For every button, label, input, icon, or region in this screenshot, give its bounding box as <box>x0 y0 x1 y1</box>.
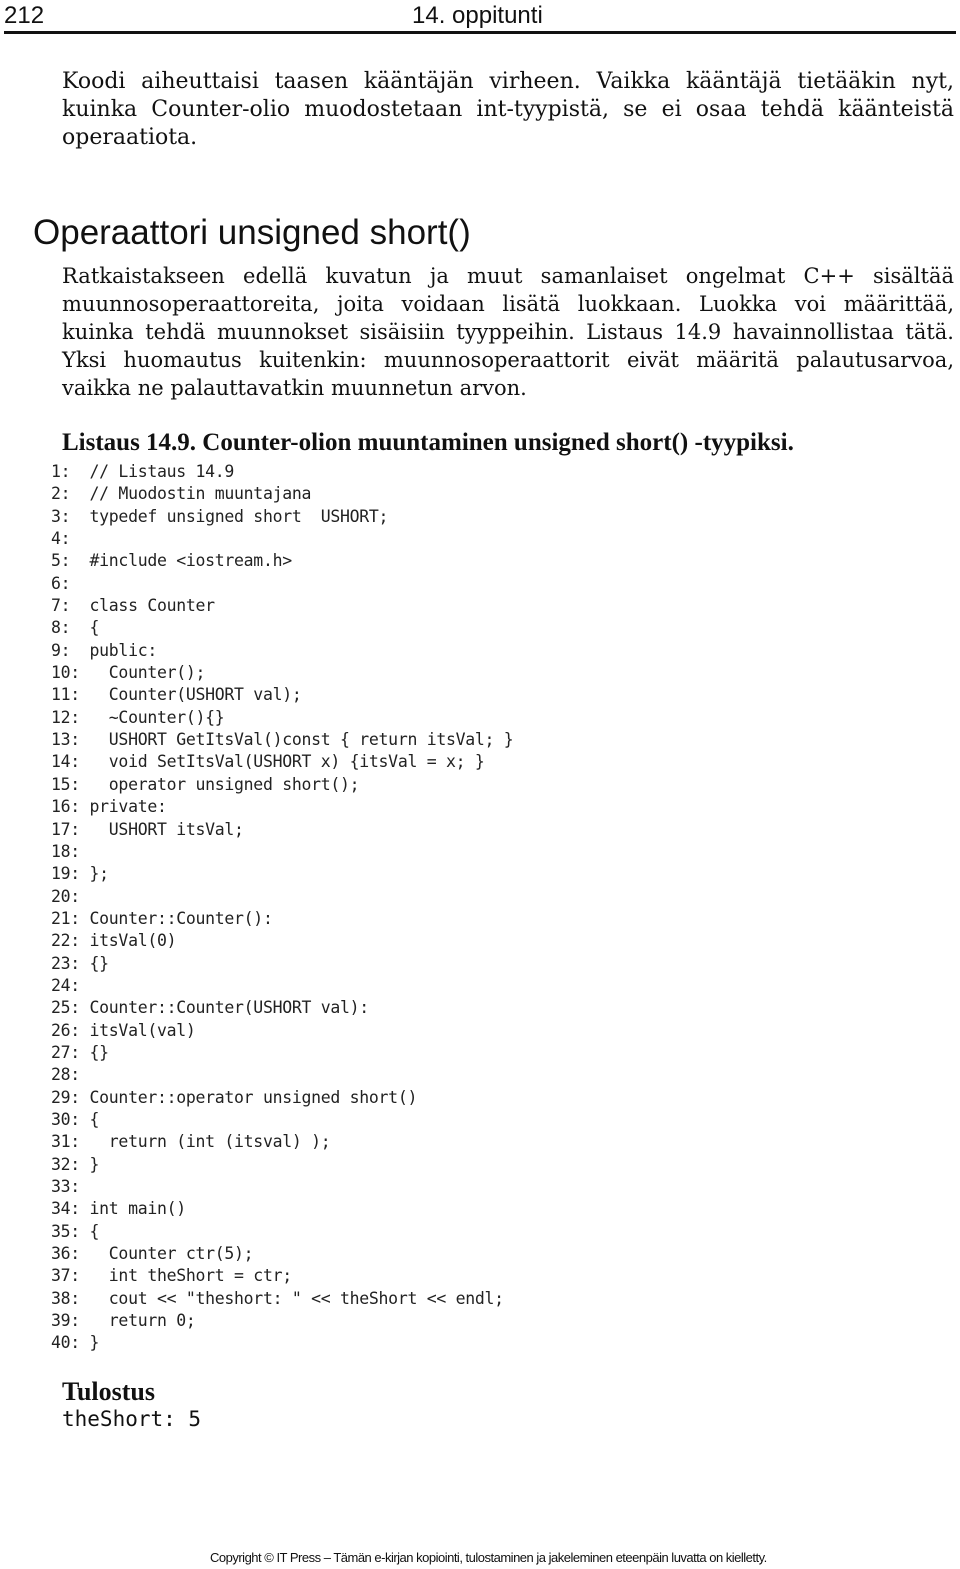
code-line: 17: USHORT itsVal; <box>51 819 244 839</box>
code-line: 26: itsVal(val) <box>51 1020 196 1040</box>
code-line: 11: Counter(USHORT val); <box>51 685 302 705</box>
code-line: 36: Counter ctr(5); <box>51 1244 254 1264</box>
code-line: 12: ~Counter(){} <box>51 707 225 727</box>
code-line: 33: <box>51 1177 80 1196</box>
output-title: Tulostus <box>62 1377 155 1406</box>
code-line: 6: <box>51 573 71 593</box>
code-line: 24: <box>51 975 80 995</box>
code-line: 38: cout << "theshort: " << theShort << endl; <box>51 1288 504 1308</box>
code-line: 32: } <box>51 1154 100 1174</box>
code-line: 10: Counter(); <box>51 663 206 683</box>
code-line: 35: { <box>51 1221 100 1241</box>
code-line: 28: <box>51 1065 80 1085</box>
code-line: 15: operator unsigned short(); <box>51 774 360 794</box>
code-line: 8: { <box>51 618 100 638</box>
code-line: 23: {} <box>51 953 109 973</box>
code-line: 7: class Counter <box>51 596 215 616</box>
intro-paragraph: Koodi aiheuttaisi taasen kääntäjän virheen. Vaikka kääntäjä tietääkin nyt, kuinka Counter-olio muodostetaan int-tyypistä, se ei osaa tehdä käänteistä operaatiota. <box>62 69 954 150</box>
section-paragraph: Ratkaistakseen edellä kuvatun ja muut samanlaiset ongelmat C++ sisältää muunnosoperaattoreita, joita voidaan lisätä luokkaan. Luokka voi määrittää, kuinka tehdä muunnokset sisäisiin tyyppeihin. Listaus 14.9 havainnollistaa tätä. Yksi huomautus kuitenkin: muunnosoperaattorit eivät määritä palautusarvoa, vaikka ne palauttavatkin muunnetun arvon. <box>62 264 954 400</box>
code-line: 34: int main() <box>51 1199 186 1219</box>
page-number: 212 <box>4 2 45 29</box>
output-text: theShort: 5 <box>62 1407 202 1431</box>
code-line: 29: Counter::operator unsigned short() <box>51 1087 418 1107</box>
code-line: 31: return (int (itsval) ); <box>51 1132 331 1152</box>
code-listing <box>51 461 513 1355</box>
code-line: 37: int theShort = ctr; <box>51 1266 292 1286</box>
code-line: 1: // Listaus 14.9 <box>51 462 235 481</box>
code-line: 16: private: <box>51 797 167 817</box>
code-line: 22: itsVal(0) <box>51 931 177 951</box>
code-line: 21: Counter::Counter(): <box>51 908 273 928</box>
code-line: 4: <box>51 529 71 549</box>
code-line: 9: public: <box>51 640 157 660</box>
code-line: 13: USHORT GetItsVal()const { return itsVal; } <box>51 730 514 750</box>
code-line: 25: Counter::Counter(USHORT val): <box>51 998 369 1018</box>
listing-title: Listaus 14.9. Counter-olion muuntaminen unsigned short() -tyypiksi. <box>62 429 794 456</box>
code-line: 14: void SetItsVal(USHORT x) {itsVal = x; } <box>51 752 485 772</box>
header-rule <box>4 31 956 34</box>
code-line: 19: }; <box>51 864 109 884</box>
code-line: 39: return 0; <box>51 1311 196 1331</box>
page-header <box>0 0 960 36</box>
code-line: 40: } <box>51 1333 100 1353</box>
code-line: 20: <box>51 886 80 906</box>
code-line: 30: { <box>51 1109 100 1129</box>
code-line: 18: <box>51 841 80 861</box>
code-line: 2: // Muodostin muuntajana <box>51 484 312 504</box>
code-line: 27: {} <box>51 1042 109 1062</box>
section-title: Operaattori unsigned short() <box>33 213 471 252</box>
copyright-footer: Copyright © IT Press – Tämän e-kirjan kopiointi, tulostaminen ja jakeleminen eteenpäin luvatta on kielletty. <box>210 1550 767 1565</box>
code-line: 5: #include <iostream.h> <box>51 551 292 571</box>
code-line: 3: typedef unsigned short USHORT; <box>51 506 389 526</box>
chapter-title: 14. oppitunti <box>412 2 543 29</box>
